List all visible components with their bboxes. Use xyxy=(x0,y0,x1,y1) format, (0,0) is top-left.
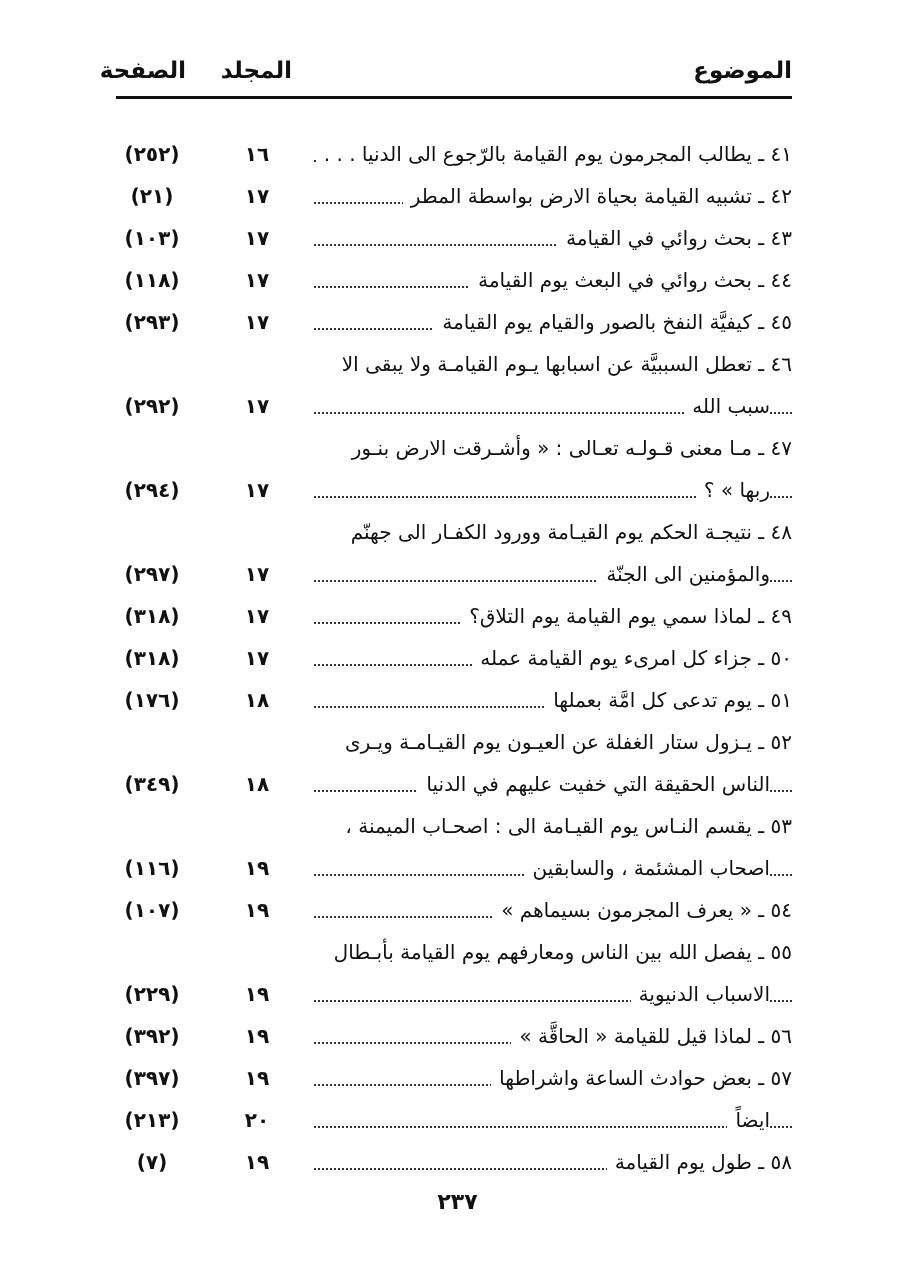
entry-page-ref: (٢٩٤) xyxy=(124,478,180,502)
header-divider xyxy=(116,96,792,99)
entry-volume: ١٩ xyxy=(244,856,270,880)
entry-title-line xyxy=(314,508,792,550)
toc-entry xyxy=(116,508,792,592)
entry-title-line xyxy=(314,634,792,676)
entry-title-line xyxy=(314,340,792,382)
toc-entry xyxy=(116,634,792,676)
entry-page-ref: (١١٨) xyxy=(124,268,180,292)
entry-title: ٤٥ ـ كيفيَّة النفخ بالصور والقيام يوم القيامة xyxy=(434,310,792,334)
entry-title: ٤٩ ـ لماذا سمي يوم القيامة يوم التلاق؟ xyxy=(461,604,792,628)
entry-title-line xyxy=(314,466,792,508)
entry-title-line xyxy=(314,760,792,802)
entry-title-line xyxy=(314,1138,792,1180)
toc-entry xyxy=(116,928,792,1012)
entry-title: ٥٧ ـ بعض حوادث الساعة واشراطها xyxy=(491,1066,792,1090)
entry-volume: ١٦ xyxy=(244,142,270,166)
table-header xyxy=(99,52,792,100)
entry-page-ref: (١١٦) xyxy=(124,856,180,880)
entry-title-line xyxy=(314,1012,792,1054)
toc-entry xyxy=(116,1096,792,1138)
entry-title-line xyxy=(314,592,792,634)
entry-volume: ١٧ xyxy=(244,394,270,418)
entry-title-line xyxy=(314,214,792,256)
entry-title: ٤٢ ـ تشبيه القيامة بحياة الارض بواسطة المطر xyxy=(403,184,792,208)
entry-title-line xyxy=(314,130,792,172)
header-volume: المجلد xyxy=(220,58,292,84)
toc-entry xyxy=(116,340,792,424)
entry-title-line xyxy=(314,172,792,214)
toc-entry xyxy=(116,298,792,340)
entry-volume: ٢٠ xyxy=(244,1108,270,1132)
header-page: الصفحة xyxy=(99,58,186,84)
entry-title-line xyxy=(314,928,792,970)
entry-title: سبب الله xyxy=(684,394,770,418)
entry-page-ref: (٣٩٧) xyxy=(124,1066,180,1090)
entry-volume: ١٧ xyxy=(244,310,270,334)
entry-title-line xyxy=(314,676,792,718)
entry-title: ٥٦ ـ لماذا قيل للقيامة « الحاقَّة » xyxy=(511,1024,792,1048)
entry-volume: ١٧ xyxy=(244,562,270,586)
entry-volume: ١٩ xyxy=(244,1024,270,1048)
entry-page-ref: (٣٤٩) xyxy=(124,772,180,796)
entry-volume: ١٧ xyxy=(244,184,270,208)
entry-page-ref: (٢٩٢) xyxy=(124,394,180,418)
entry-volume: ١٩ xyxy=(244,1150,270,1174)
entry-title: الاسباب الدنيوية xyxy=(631,982,770,1006)
entry-title: ٥٠ ـ جزاء كل امرىء يوم القيامة عمله xyxy=(472,646,792,670)
entry-page-ref: (٢٩٣) xyxy=(124,310,180,334)
toc-entry xyxy=(116,802,792,886)
entry-title: ٤٦ ـ تعطل السببيَّة عن اسبابها يـوم القيامـة ولا يبقى الا xyxy=(334,352,792,376)
entry-title-line xyxy=(314,382,792,424)
entry-page-ref: (٣١٨) xyxy=(124,646,180,670)
entry-title-line xyxy=(314,802,792,844)
entry-page-ref: (٣١٨) xyxy=(124,604,180,628)
entry-title-line xyxy=(314,256,792,298)
toc-entry xyxy=(116,592,792,634)
entry-title: ٥٣ ـ يقسم النـاس يوم القيـامة الى : اصحـاب الميمنة ، xyxy=(337,814,792,838)
entry-title-line xyxy=(314,424,792,466)
toc-entry xyxy=(116,172,792,214)
entry-title-line xyxy=(314,718,792,760)
entry-volume: ١٩ xyxy=(244,1066,270,1090)
entry-title: ربها » ؟ xyxy=(696,478,770,502)
toc-entry xyxy=(116,214,792,256)
entry-page-ref: (١٧٦) xyxy=(124,688,180,712)
entry-title-line xyxy=(314,886,792,928)
toc-entry xyxy=(116,1138,792,1180)
entry-title: ٤١ ـ يطالب المجرمون يوم القيامة بالرّجوع الى الدنيا . . . xyxy=(316,142,792,166)
toc-entry xyxy=(116,886,792,928)
entry-title: ٤٤ ـ بحث روائي في البعث يوم القيامة xyxy=(470,268,792,292)
entry-title: ٥٢ ـ يـزول ستار الغفلة عن العيـون يوم القيـامـة ويـرى xyxy=(337,730,792,754)
entry-title: ٤٣ ـ بحث روائي في القيامة xyxy=(558,226,792,250)
entry-title: والمؤمنين الى الجنّة xyxy=(598,562,770,586)
entry-page-ref: (٢٥٢) xyxy=(124,142,180,166)
entry-title-line xyxy=(314,550,792,592)
toc-entry xyxy=(116,1012,792,1054)
entry-volume: ١٩ xyxy=(244,982,270,1006)
entry-volume: ١٧ xyxy=(244,604,270,628)
entry-title: اصحاب المشئمة ، والسابقين xyxy=(525,856,770,880)
entry-title: ٥١ ـ يوم تدعى كل امَّة بعملها xyxy=(545,688,792,712)
page-number: ٢٣٧ xyxy=(437,1190,478,1215)
entry-title-line xyxy=(314,298,792,340)
entry-page-ref: (٣٩٢) xyxy=(124,1024,180,1048)
entry-page-ref: (٢١٣) xyxy=(124,1108,180,1132)
entry-volume: ١٧ xyxy=(244,226,270,250)
toc-entry xyxy=(116,130,792,172)
toc-entry xyxy=(116,1054,792,1096)
entry-title: ٥٨ ـ طول يوم القيامة xyxy=(607,1150,792,1174)
entry-title: ايضاً xyxy=(727,1108,770,1132)
table-of-contents xyxy=(116,130,792,1180)
entry-volume: ١٧ xyxy=(244,646,270,670)
entry-title-line xyxy=(314,970,792,1012)
entry-title-line xyxy=(314,1054,792,1096)
entry-volume: ١٧ xyxy=(244,268,270,292)
toc-entry xyxy=(116,676,792,718)
header-topic: الموضوع xyxy=(693,58,792,84)
entry-page-ref: (٢١) xyxy=(130,184,174,208)
dot-leader xyxy=(314,1126,792,1128)
entry-title: ٤٧ ـ مـا معنى قـولـه تعـالى : « وأشـرقت الارض بنـور xyxy=(344,436,792,460)
entry-page-ref: (١٠٧) xyxy=(124,898,180,922)
entry-page-ref: (٢٩٧) xyxy=(124,562,180,586)
entry-title: ٤٨ ـ نتيجـة الحكم يوم القيـامة وورود الكفـار الى جهنّم xyxy=(343,520,792,544)
entry-title: ٥٤ ـ « يعرف المجرمون بسيماهم » xyxy=(493,898,792,922)
entry-title-line xyxy=(314,1096,792,1138)
entry-volume: ١٨ xyxy=(244,772,270,796)
entry-volume: ١٩ xyxy=(244,898,270,922)
entry-title: ٥٥ ـ يفصل الله بين الناس ومعارفهم يوم القيامة بأبـطال xyxy=(326,940,792,964)
entry-page-ref: (٧) xyxy=(136,1150,168,1174)
toc-entry xyxy=(116,424,792,508)
entry-page-ref: (١٠٣) xyxy=(124,226,180,250)
entry-volume: ١٨ xyxy=(244,688,270,712)
entry-title-line xyxy=(314,844,792,886)
toc-entry xyxy=(116,256,792,298)
entry-title: الناس الحقيقة التي خفيت عليهم في الدنيا xyxy=(418,772,770,796)
entry-volume: ١٧ xyxy=(244,478,270,502)
entry-page-ref: (٢٢٩) xyxy=(124,982,180,1006)
toc-entry xyxy=(116,718,792,802)
